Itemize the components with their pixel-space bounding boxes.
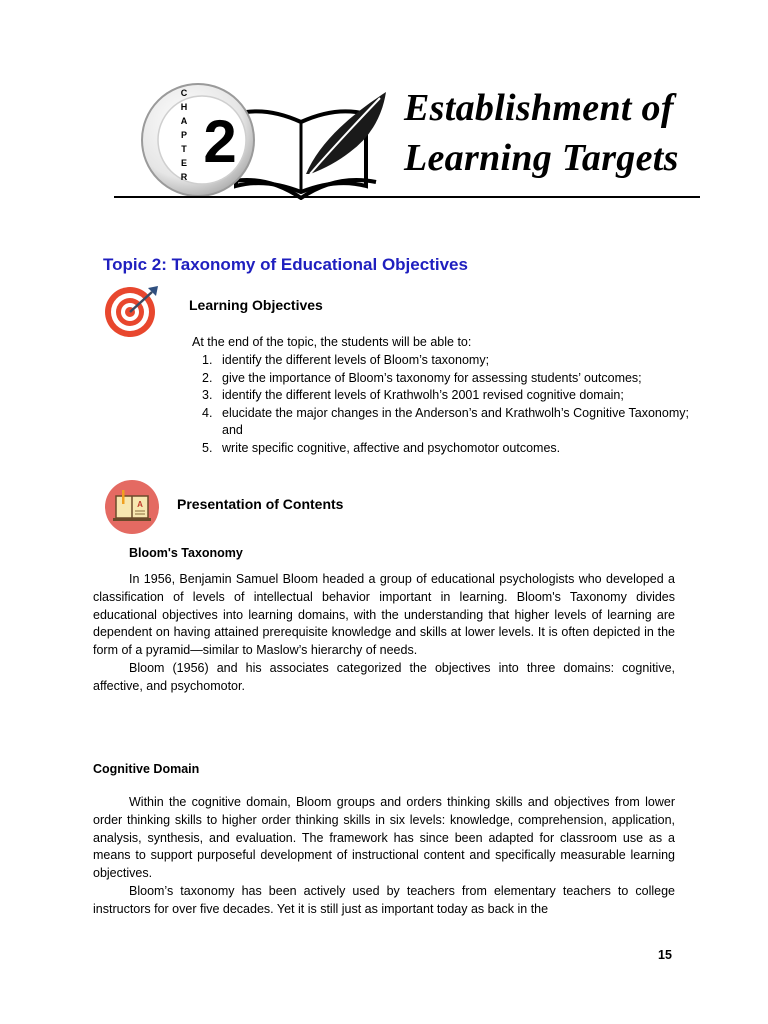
objectives-intro: At the end of the topic, the students will be able to:	[192, 335, 472, 349]
chapter-number: 2	[203, 108, 237, 175]
learning-objectives-heading: Learning Objectives	[189, 297, 323, 313]
chapter-title-line-2: Learning Targets	[404, 137, 679, 179]
paragraph: In 1956, Benjamin Samuel Bloom headed a group of educational psychologists who developed a classification of levels of intellectual behavior important in learning. Bloom's Taxonomy divides educational objectives into learning domains, with the understanding that higher levels of learning are dependent on having attained prerequisite knowledge and skills at lower levels. It is often depicted in the form of a pyramid—similar to Maslow’s hierarchy of needs.	[93, 572, 675, 658]
list-item	[196, 440, 696, 458]
paragraph: Bloom (1956) and his associates categorized the objectives into three domains: cognitive, affective, and psychomotor.	[93, 660, 675, 693]
list-text: write specific cognitive, affective and psychomotor outcomes.	[222, 440, 561, 455]
chapter-letter: T	[181, 144, 187, 154]
chapter-title-line-1: Establishment of	[404, 87, 674, 129]
chapter-letter: E	[180, 158, 188, 168]
objectives-list	[196, 352, 696, 457]
list-item	[196, 387, 696, 405]
book-icon	[103, 480, 161, 534]
chapter-letter: C	[180, 88, 188, 98]
topic-heading: Topic 2: Taxonomy of Educational Objectives	[103, 255, 468, 274]
title-divider	[114, 196, 700, 198]
list-number: 3.	[202, 388, 213, 402]
page-number: 15	[658, 948, 672, 962]
presentation-heading: Presentation of Contents	[177, 496, 344, 512]
chapter-letter: R	[180, 172, 188, 182]
cognitive-domain-heading: Cognitive Domain	[93, 762, 200, 776]
list-item	[196, 405, 696, 440]
list-number: 5.	[202, 440, 213, 455]
list-text: identify the different levels of Krathwolh’s 2001 revised cognitive domain;	[222, 388, 624, 402]
paragraph: Bloom’s taxonomy has been actively used by teachers from elementary teachers to college instructors for over five decades. Yet it is still just as important today as back in the	[93, 883, 675, 916]
blooms-taxonomy-body	[93, 571, 675, 696]
target-icon	[102, 284, 162, 338]
chapter-letter: H	[180, 102, 188, 112]
list-text: identify the different levels of Bloom’s taxonomy;	[222, 353, 490, 367]
list-item	[196, 352, 696, 370]
cognitive-domain-body	[93, 794, 675, 919]
list-text: elucidate the major changes in the Anderson’s and Krathwolh’s Cognitive Taxonomy; and	[222, 405, 689, 437]
list-number: 1.	[202, 353, 213, 367]
paragraph: Within the cognitive domain, Bloom groups and orders thinking skills and objectives from lower order thinking skills to higher order thinking skills in six levels: knowledge, comprehension, application, analysis, synthesis, and evaluation. The framework has since been adapted for classroom use as a means to support purposeful development of instructional content and specifically measurable learning objectives.	[93, 795, 675, 881]
chapter-letter: A	[180, 116, 188, 126]
list-text: give the importance of Bloom’s taxonomy for assessing students’ outcomes;	[222, 370, 642, 385]
list-number: 2.	[202, 370, 213, 385]
list-item	[196, 370, 696, 388]
list-number: 4.	[202, 405, 213, 420]
chapter-badge	[136, 82, 406, 200]
chapter-letter: P	[180, 130, 188, 140]
blooms-taxonomy-heading: Bloom's Taxonomy	[129, 546, 243, 560]
book-letter: A	[137, 500, 143, 509]
